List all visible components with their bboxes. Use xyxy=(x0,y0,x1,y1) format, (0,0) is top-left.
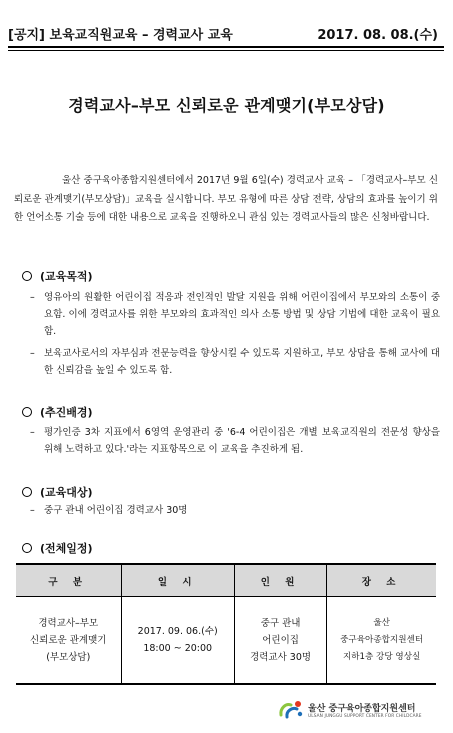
table-header-row xyxy=(16,564,436,597)
purpose-item: – 영유아의 원활한 어린이집 적응과 전인적인 발달 지원을 위해 어린이집에서 부모와의 소통이 중요함. 이에 경력교사를 위한 부모와의 효과적인 의사 소통 방법 및 상담 기법에 대한 교육이 필요함. xyxy=(30,289,440,340)
cell-people: 중구 관내 어린이집 경력교사 30명 xyxy=(234,597,326,685)
cell-datetime: 2017. 09. 06.(수) 18:00 ~ 20:00 xyxy=(121,597,234,685)
section-schedule-heading: (전체일정) xyxy=(22,540,93,556)
notice-date: 2017. 08. 08.(수) xyxy=(317,28,438,43)
schedule-table xyxy=(16,563,436,685)
notice-header xyxy=(8,24,444,43)
dash-marker: – xyxy=(30,348,35,359)
header-rule-thin xyxy=(8,50,444,51)
center-logo-icon xyxy=(278,699,304,721)
notice-title: [공지] 보육교직원교육 – 경력교사 교육 xyxy=(8,28,233,43)
section-target-heading: (교육대상) xyxy=(22,484,93,500)
intro-paragraph: 울산 중구육아종합지원센터에서 2017년 9월 6일(수) 경력교사 교육 – 「경력교사–부모 신뢰로운 관계맺기(부모상담)」교육을 실시합니다. 부모 유형에 따른 상담 전략, 상담의 효과를 높이기 위한 언어소통 기술 등에 대한 내용으로 교육을 진행하오니 관심 있는 경력교사들의 많은 신청바랍니다. xyxy=(14,175,438,223)
section-purpose-heading: (교육목적) xyxy=(22,268,93,284)
purpose-item: – 보육교사로서의 자부심과 전문능력을 향상시킬 수 있도록 지원하고, 부모 상담을 통해 교사에 대한 신뢰감을 높일 수 있도록 함. xyxy=(30,345,440,379)
circle-bullet-icon xyxy=(22,543,32,553)
cell-place: 울산 중구육아종합지원센터 지하1층 강당 영상실 xyxy=(327,597,436,685)
table-row xyxy=(16,597,436,685)
dash-marker: – xyxy=(30,505,35,516)
circle-bullet-icon xyxy=(22,487,32,497)
section-background-heading: (추진배경) xyxy=(22,404,93,420)
background-item: – 평가인증 3차 지표에서 6영역 운영관리 중 '6-4 어린이집은 개별 보육교직원의 전문성 향상을 위해 노력하고 있다.'라는 지표항목으로 이 교육을 추진하게 됨. xyxy=(30,424,440,458)
col-header-people: 인 원 xyxy=(234,564,326,597)
logo-name-english: ULSAN JUNGGU SUPPORT CENTER FOR CHILDCARE xyxy=(308,714,422,719)
target-item: – 중구 관내 어린이집 경력교사 30명 xyxy=(30,502,440,519)
col-header-datetime: 일 시 xyxy=(121,564,234,597)
document-title: 경력교사–부모 신뢰로운 관계맺기(부모상담) xyxy=(68,96,385,115)
cell-category: 경력교사–부모 신뢰로운 관계맺기 (부모상담) xyxy=(16,597,121,685)
col-header-category: 구 분 xyxy=(16,564,121,597)
circle-bullet-icon xyxy=(22,271,32,281)
header-rule-thick xyxy=(8,46,444,48)
logo-name-korean: 울산 중구육아종합지원센터 xyxy=(308,704,416,714)
center-logo xyxy=(278,699,422,721)
dash-marker: – xyxy=(30,427,35,438)
col-header-place: 장 소 xyxy=(327,564,436,597)
circle-bullet-icon xyxy=(22,407,32,417)
dash-marker: – xyxy=(30,292,35,303)
